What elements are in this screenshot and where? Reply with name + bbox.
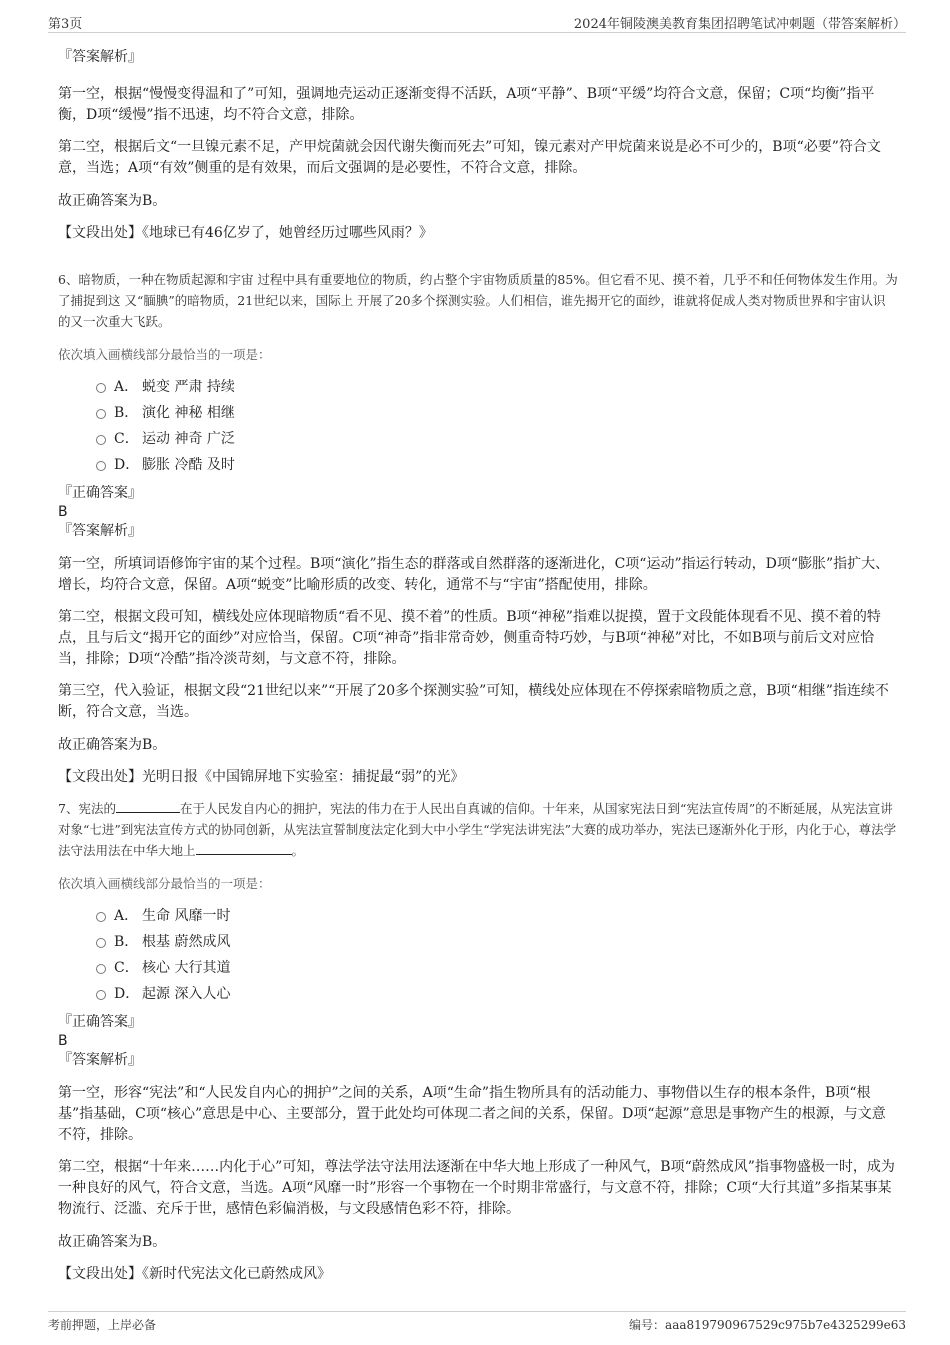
page-number: 第3页 — [48, 17, 83, 32]
q6-option-c[interactable]: C． 运动 神奇 广泛 — [58, 426, 898, 452]
q5-conclusion: 故正确答案为B。 — [58, 193, 167, 209]
q6-analysis-para1: 第一空，所填词语修饰宇宙的某个过程。B项“演化”指生态的群落或自然群落的逐渐进化，C项“运动”指运行转动，D项“膨胀”指扩大、增长，均符合文意，保留。A项“蜕变”比喻形质的改变、转化，通常不与“宇宙”搭配使用，排除。 — [58, 556, 890, 593]
q6-analysis-para3: 第三空，代入验证，根据文段“21世纪以来”“开展了20多个探测实验”可知，横线处应体现在不停探索暗物质之意，B项“相继”指连续不断，符合文意，当选。 — [58, 683, 889, 720]
q7-option-d[interactable]: D． 起源 深入人心 — [58, 981, 898, 1007]
q6-option-d[interactable]: D． 膨胀 冷酷 及时 — [58, 452, 898, 478]
page-footer — [48, 1311, 906, 1334]
q6-conclusion: 故正确答案为B。 — [58, 737, 167, 753]
q6-option-b[interactable]: B． 演化 神秘 相继 — [58, 400, 898, 426]
radio-icon[interactable] — [96, 435, 106, 445]
q6-answer-label: 『正确答案』 — [58, 485, 142, 501]
radio-icon[interactable] — [96, 912, 106, 922]
q6-analysis-label: 『答案解析』 — [58, 523, 142, 539]
blank-1 — [116, 798, 180, 813]
q5-analysis-para2: 第二空，根据后文“一旦镍元素不足，产甲烷菌就会因代谢失衡而死去”可知，镍元素对产甲烷菌来说是必不可少的，B项“必要”符合文意，当选；A项“有效”侧重的是有效果，而后文强调的是必要性，不符合文意，排除。 — [58, 139, 881, 176]
q7-option-a[interactable]: A． 生命 风靡一时 — [58, 903, 898, 929]
q7-answer-label: 『正确答案』 — [58, 1014, 142, 1030]
q7-prompt: 依次填入画横线部分最恰当的一项是： — [58, 876, 271, 891]
q6-option-a[interactable]: A． 蜕变 严肃 持续 — [58, 374, 898, 400]
q5-analysis-para1: 第一空，根据“慢慢变得温和了”可知，强调地壳运动正逐渐变得不活跃，A项“平静”、B项“平缓”均符合文意，保留；C项“均衡”指平衡，D项“缓慢”指不迅速，均不符合文意，排除。 — [58, 86, 875, 123]
q5-source: 【文段出处】《地球已有46亿岁了，她曾经历过哪些风雨？》 — [58, 225, 433, 241]
page-header — [48, 10, 906, 33]
q6-source: 【文段出处】光明日报《中国锦屏地下实验室：捕捉最“弱”的光》 — [58, 769, 465, 785]
q6-stem: 6、暗物质，一种在物质起源和宇宙 过程中具有重要地位的物质，约占整个宇宙物质质量的85%。但它看不见、摸不着，几乎不和任何物体发生作用。为了捕捉到这 又“腼腆”的暗物质，21世纪以来，国际上 开展了20多个探测实验。人们相信，谁先揭开它的面纱，谁就将促成人类对物质世界和宇宙认识的又一次重大飞跃。 — [58, 272, 898, 329]
q7-conclusion: 故正确答案为B。 — [58, 1234, 167, 1250]
q7-analysis-label: 『答案解析』 — [58, 1052, 142, 1068]
q7-options — [58, 903, 898, 1007]
page-content — [58, 44, 898, 1285]
q6-options — [58, 374, 898, 478]
footer-slogan: 考前押题，上岸必备 — [48, 1318, 157, 1332]
q6-answer: B — [58, 504, 68, 520]
q7-option-c[interactable]: C． 核心 大行其道 — [58, 955, 898, 981]
q7-analysis-para2: 第二空，根据“十年来……内化于心”可知，尊法学法守法用法逐渐在中华大地上形成了一种风气，B项“蔚然成风”指事物盛极一时，成为一种良好的风气，符合文意，当选。A项“风靡一时”形容一个事物在一个时期非常盛行，与文意不符，排除；C项“大行其道”多指某事某物流行、泛滥、充斥于世，感情色彩偏消极，与文段感情色彩不符，排除。 — [58, 1159, 895, 1217]
radio-icon[interactable] — [96, 461, 106, 471]
radio-icon[interactable] — [96, 990, 106, 1000]
q7-source: 【文段出处】《新时代宪法文化已蔚然成风》 — [58, 1266, 331, 1282]
footer-serial: 编号：aaa819790967529c975b7e4325299e63 — [629, 1318, 906, 1332]
q6-prompt: 依次填入画横线部分最恰当的一项是： — [58, 347, 271, 362]
q7-answer: B — [58, 1033, 68, 1049]
blank-2 — [196, 840, 292, 855]
radio-icon[interactable] — [96, 409, 106, 419]
q5-analysis-label: 『答案解析』 — [58, 49, 142, 65]
radio-icon[interactable] — [96, 964, 106, 974]
radio-icon[interactable] — [96, 383, 106, 393]
q7-stem: 7、宪法的 在于人民发自内心的拥护，宪法的伟力在于人民出自真诚的信仰。十年来，从国家宪法日到“宪法宣传周”的不断延展，从宪法宣讲对象“七进”到宪法宣传方式的协同创新，从宪法宣誓制度法定化到大中小学生“学宪法讲宪法”大赛的成功举办，宪法已逐渐外化于形，内化于心，尊法学法守法用法在中华大地上 。 — [58, 798, 898, 861]
document-title: 2024年铜陵澳美教育集团招聘笔试冲刺题（带答案解析） — [573, 17, 906, 32]
radio-icon[interactable] — [96, 938, 106, 948]
q7-analysis-para1: 第一空，形容“宪法”和“人民发自内心的拥护”之间的关系，A项“生命”指生物所具有的活动能力、事物借以生存的根本条件，B项“根基”指基础，C项“核心”意思是中心、主要部分，置于此处均可体现二者之间的关系，保留。D项“起源”意思是事物产生的根源，与文意不符，排除。 — [58, 1085, 886, 1143]
q6-analysis-para2: 第二空，根据文段可知，横线处应体现暗物质“看不见、摸不着”的性质。B项“神秘”指难以捉摸，置于文段能体现看不见、摸不着的特点，且与后文“揭开它的面纱”对应恰当，保留。C项“神奇”指非常奇妙，侧重奇特巧妙，与B项“神秘”对比，不如B项与前后文对应恰当，排除；D项“冷酷”指冷淡苛刻，与文意不符，排除。 — [58, 609, 881, 667]
q7-option-b[interactable]: B． 根基 蔚然成风 — [58, 929, 898, 955]
